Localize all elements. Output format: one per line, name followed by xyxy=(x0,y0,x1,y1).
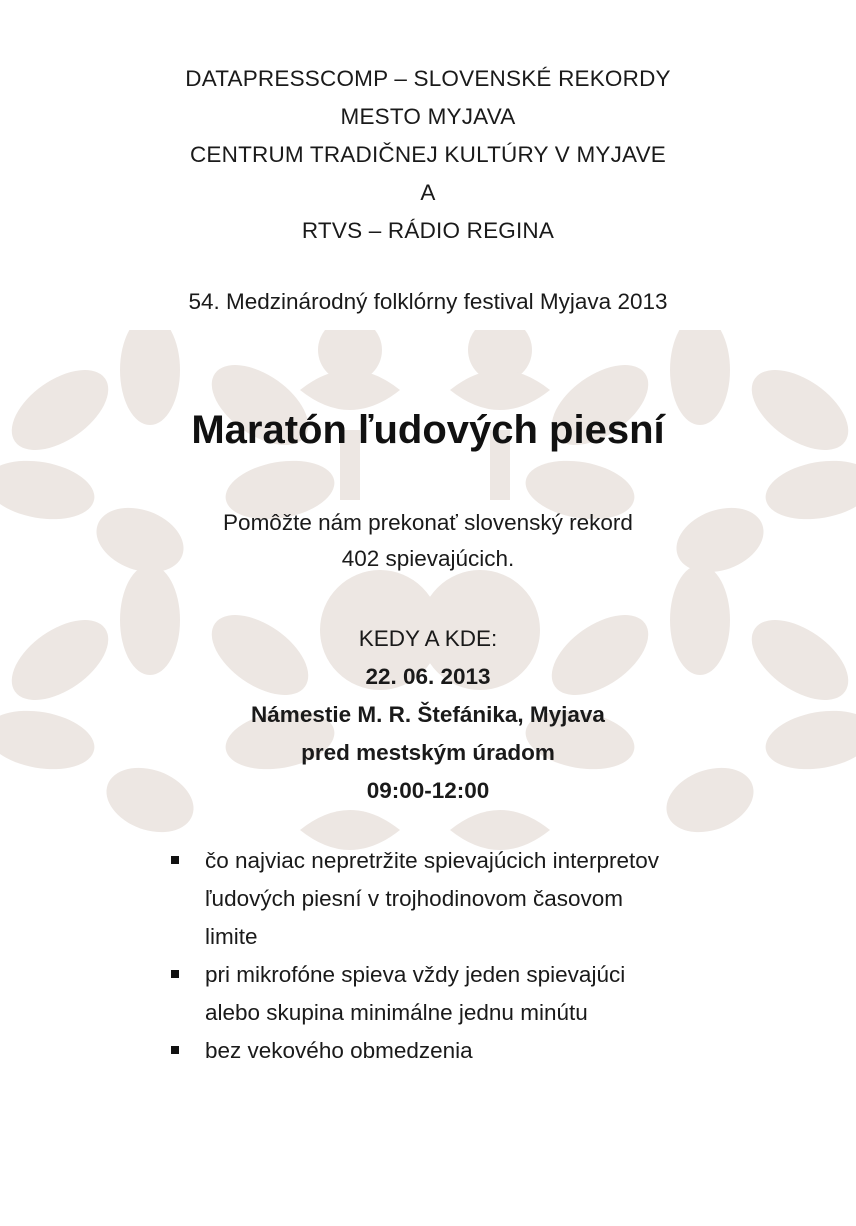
event-time: 09:00-12:00 xyxy=(366,778,490,803)
appeal-line: Pomôžte nám prekonať slovenský rekord xyxy=(223,510,633,535)
organizer-line: RTVS – RÁDIO REGINA xyxy=(301,218,555,243)
when-where-heading: KEDY A KDE: xyxy=(358,626,498,651)
list-item xyxy=(165,842,805,956)
list-item xyxy=(165,956,805,1032)
organizer-line: DATAPRESSCOMP – SLOVENSKÉ REKORDY xyxy=(185,66,671,91)
rule-line: pri mikrofóne spieva vždy jeden spievajúci xyxy=(205,962,626,987)
event-title: Maratón ľudových piesní xyxy=(191,408,665,452)
rule-line: alebo skupina minimálne jednu minútu xyxy=(205,1000,588,1025)
bullet-square-icon xyxy=(171,1046,179,1054)
list-item xyxy=(165,1032,805,1070)
rule-line: limite xyxy=(205,924,258,949)
record-appeal xyxy=(0,505,856,577)
event-date: 22. 06. 2013 xyxy=(365,664,491,689)
rules-list xyxy=(165,842,805,1070)
rule-line: čo najviac nepretržite spievajúcich interpretov xyxy=(205,848,659,873)
rule-line: bez vekového obmedzenia xyxy=(205,1038,473,1063)
event-place-detail: pred mestským úradom xyxy=(301,740,555,765)
organizers-block xyxy=(0,60,856,250)
bullet-square-icon xyxy=(171,970,179,978)
when-where-block xyxy=(0,620,856,810)
event-place: Námestie M. R. Štefánika, Myjava xyxy=(251,702,605,727)
festival-name: 54. Medzinárodný folklórny festival Myjava 2013 xyxy=(188,289,668,314)
organizer-line: A xyxy=(420,180,436,205)
bullet-square-icon xyxy=(171,856,179,864)
appeal-line: 402 spievajúcich. xyxy=(341,546,515,571)
organizer-line: CENTRUM TRADIČNEJ KULTÚRY V MYJAVE xyxy=(189,142,667,167)
rule-line: ľudových piesní v trojhodinovom časovom xyxy=(205,886,624,911)
organizer-line: MESTO MYJAVA xyxy=(340,104,516,129)
